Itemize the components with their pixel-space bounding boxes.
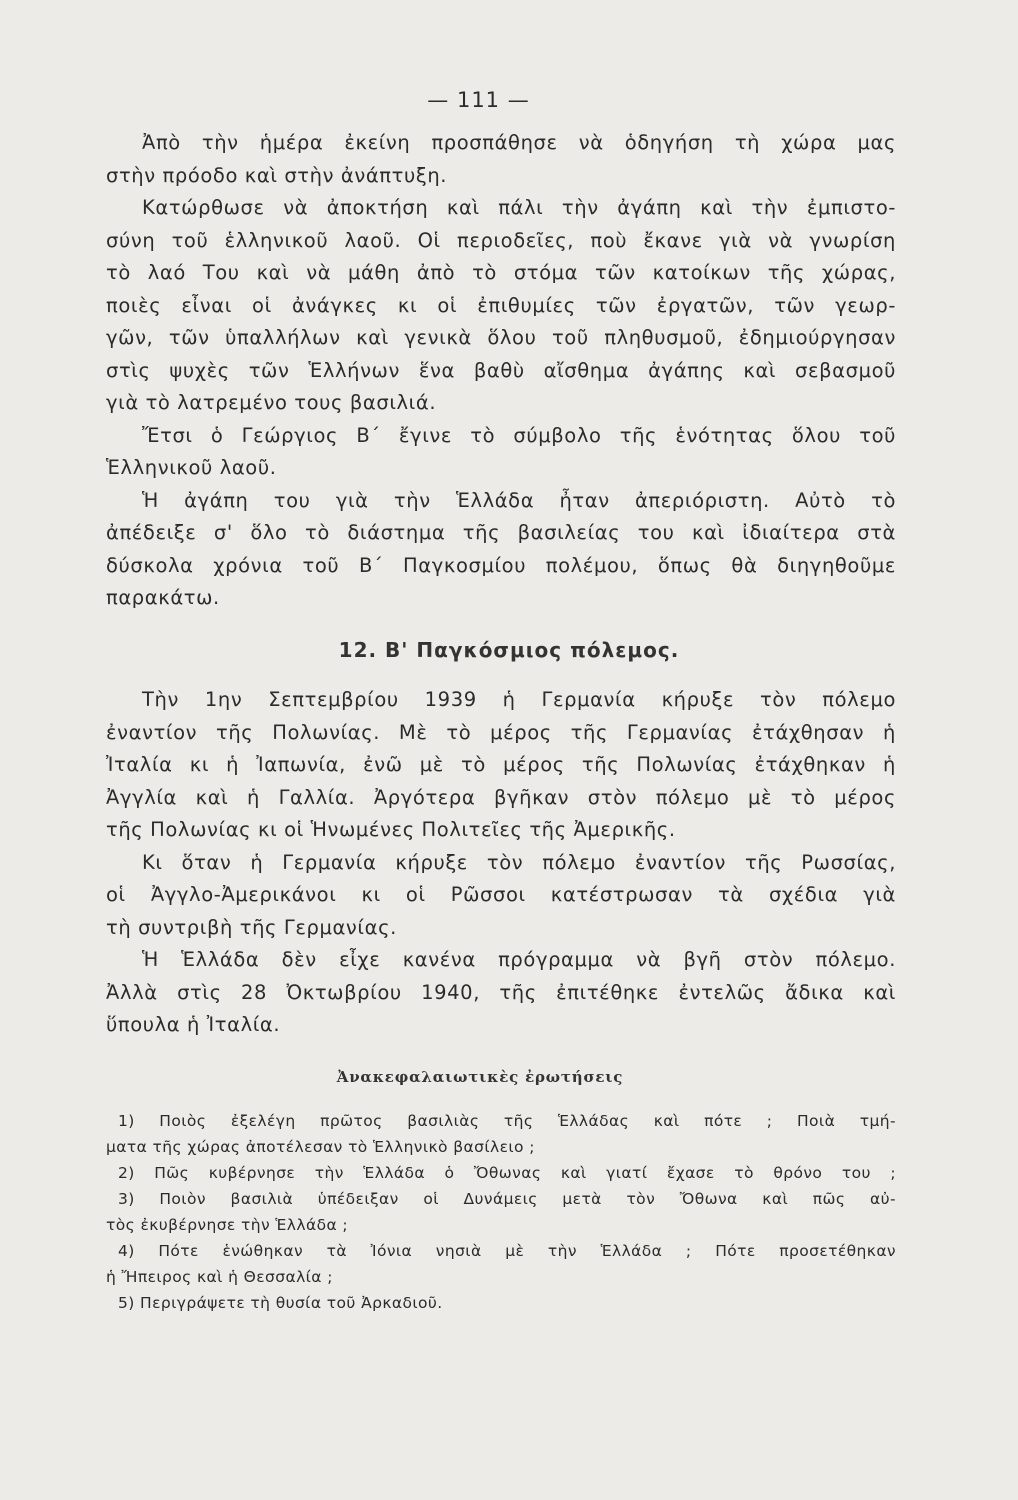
text-line: δύσκολα χρόνια τοῦ Β΄ Παγκοσμίου πολέμου, ὅπως θὰ διηγηθοῦμε [106,553,896,577]
war-paragraphs [106,684,896,1042]
review-questions [106,1108,896,1316]
text-line: ποιὲς εἶναι οἱ ἀνάγκες κι οἱ ἐπιθυμίες τῶν ἐργατῶν, τῶν γεωρ- [106,293,896,317]
question-line: 5) Περιγράψετε τὴ θυσία τοῦ Ἀρκαδιοῦ. [118,1294,443,1312]
question-line: 1) Ποιὸς ἐξελέγη πρῶτος βασιλιὰς τῆς Ἑλλάδας καὶ πότε ; Ποιὰ τμή- [118,1112,896,1130]
text-line: τὸ λαό Του καὶ νὰ μάθη ἀπὸ τὸ στόμα τῶν κατοίκων τῆς χώρας, [106,261,896,284]
text-line: Ἔτσι ὁ Γεώργιος Β΄ ἔγινε τὸ σύμβολο τῆς ἑνότητας ὅλου τοῦ [142,423,896,447]
text-line: Κατώρθωσε νὰ ἀποκτήση καὶ πάλι τὴν ἀγάπη καὶ τὴν ἐμπιστο- [142,196,896,219]
text-line: στὴν πρόοδο καὶ στὴν ἀνάπτυξη. [106,163,448,187]
text-line: ἐναντίον τῆς Πολωνίας. Μὲ τὸ μέρος τῆς Γερμανίας ἐτάχθησαν ἡ [106,720,896,744]
question-line: ἡ Ἤπειρος καὶ ἡ Θεσσαλία ; [106,1268,333,1286]
text-line: Ἡ Ἑλλάδα δὲν εἶχε κανένα πρόγραμμα νὰ βγῆ στὸν πόλεμο. [142,948,896,971]
text-line: Ἀλλὰ στὶς 28 Ὀκτωβρίου 1940, τῆς ἐπιτέθηκε ἐντελῶς ἄδικα καὶ [106,980,896,1004]
page-number: — 111 — [427,88,530,112]
question-line: 4) Πότε ἑνώθηκαν τὰ Ἰόνια νησιὰ μὲ τὴν Ἑλλάδα ; Πότε προσετέθηκαν [118,1242,896,1260]
text-line: οἱ Ἀγγλο-Ἀμερικάνοι κι οἱ Ρῶσσοι κατέστρωσαν τὰ σχέδια γιὰ [106,883,896,906]
text-line: τὴ συντριβὴ τῆς Γερμανίας. [106,915,397,939]
question-line: τὸς ἐκυβέρνησε τὴν Ἑλλάδα ; [106,1216,349,1234]
text-line: ὕπουλα ἡ Ἰταλία. [106,1013,281,1036]
text-line: σύνη τοῦ ἑλληνικοῦ λαοῦ. Οἱ περιοδεῖες, ποὺ ἔκανε γιὰ νὰ γνωρίση [106,228,896,252]
questions-title: Ἀνακεφαλαιωτικὲς ἐρωτήσεις [336,1068,624,1086]
text-line: Ἑλληνικοῦ λαοῦ. [106,456,277,479]
text-line: γῶν, τῶν ὑπαλλήλων καὶ γενικὰ ὅλου τοῦ πληθυσμοῦ, ἐδημιούργησαν [106,326,896,349]
text-line: Ἡ ἀγάπη του γιὰ τὴν Ἑλλάδα ἦταν ἀπεριόριστη. Αὐτὸ τὸ [142,488,896,512]
text-line: παρακάτω. [106,586,220,609]
section-heading: 12. Β' Παγκόσμιος πόλεμος. [338,638,680,662]
text-line: Κι ὅταν ἡ Γερμανία κήρυξε τὸν πόλεμο ἐναντίον τῆς Ρωσσίας, [142,850,896,874]
question-line: ματα τῆς χώρας ἀποτέλεσαν τὸ Ἑλληνικὸ βασίλειο ; [106,1138,535,1156]
text-line: ἀπέδειξε σ' ὅλο τὸ διάστημα τῆς βασιλείας του καὶ ἰδιαίτερα στὰ [106,521,896,544]
text-line: γιὰ τὸ λατρεμένο τους βασιλιά. [106,391,437,414]
text-line: τῆς Πολωνίας κι οἱ Ἡνωμένες Πολιτεῖες τῆς Ἀμερικῆς. [106,818,676,841]
text-line: στὶς ψυχὲς τῶν Ἑλλήνων ἕνα βαθὺ αἴσθημα ἀγάπης καὶ σεβασμοῦ [106,358,896,382]
question-line: 2) Πῶς κυβέρνησε τὴν Ἑλλάδα ὁ Ὄθωνας καὶ γιατί ἔχασε τὸ θρόνο του ; [118,1164,896,1182]
intro-paragraphs [106,127,896,615]
text-line: Ἀπὸ τὴν ἡμέρα ἐκείνη προσπάθησε νὰ ὁδηγήση τὴ χώρα μας [142,131,896,154]
text-line: Τὴν 1ην Σεπτεμβρίου 1939 ἡ Γερμανία κήρυξε τὸν πόλεμο [142,688,896,711]
text-line: Ἀγγλία καὶ ἡ Γαλλία. Ἀργότερα βγῆκαν στὸν πόλεμο μὲ τὸ μέρος [106,785,896,809]
text-line: Ἰταλία κι ἡ Ἰαπωνία, ἐνῶ μὲ τὸ μέρος τῆς Πολωνίας ἐτάχθηκαν ἡ [106,753,896,776]
question-line: 3) Ποιὸν βασιλιὰ ὑπέδειξαν οἱ Δυνάμεις μετὰ τὸν Ὄθωνα καὶ πῶς αὐ- [118,1190,896,1208]
